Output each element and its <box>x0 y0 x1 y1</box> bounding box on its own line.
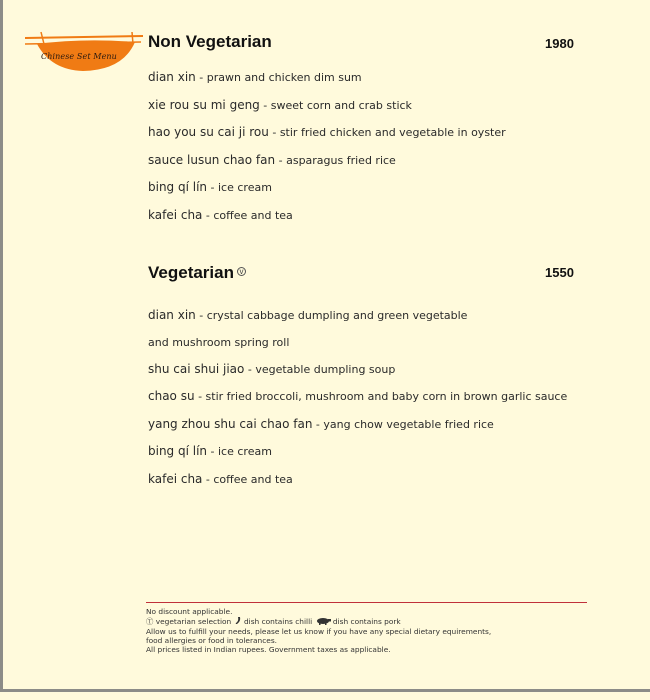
veg-mark-icon: Ⓣ <box>146 617 154 627</box>
chilli-icon <box>234 616 242 625</box>
menu-item: bing qí lín - ice cream <box>148 444 272 458</box>
veg-mark-icon: v <box>237 267 246 276</box>
logo-text: Chinese Set Menu <box>41 52 117 61</box>
menu-item: chao su - stir fried broccoli, mushroom and baby corn in brown garlic sauce <box>148 389 568 403</box>
menu-item: sauce lusun chao fan - asparagus fried rice <box>148 153 396 167</box>
menu-item: shu cai shui jiao - vegetable dumpling soup <box>148 362 396 376</box>
menu-item: dian xin - prawn and chicken dim sum <box>148 70 362 84</box>
price-non-veg: 1980 <box>545 36 574 51</box>
no-discount-note: No discount applicable. <box>146 607 233 616</box>
bowl-chopsticks-logo-icon <box>23 30 143 72</box>
footer-divider <box>146 602 587 603</box>
menu-item: kafei cha - coffee and tea <box>148 472 293 486</box>
menu-item: bing qí lín - ice cream <box>148 180 272 194</box>
footer-notes <box>146 607 586 654</box>
menu-item: hao you su cai ji rou - stir fried chicken and vegetable in oyster <box>148 125 506 139</box>
section-title-non-veg: Non Vegetarian <box>148 32 272 51</box>
menu-item: and mushroom spring roll <box>148 336 290 349</box>
pig-icon <box>315 617 331 625</box>
section-title-veg: Vegetarian v <box>148 263 246 283</box>
price-veg: 1550 <box>545 265 574 280</box>
menu-item: yang zhou shu cai chao fan - yang chow vegetable fried rice <box>148 417 494 431</box>
legend-line: Ⓣ vegetarian selection dish contains chilli dish contains pork <box>146 617 401 627</box>
menu-item: xie rou su mi geng - sweet corn and crab stick <box>148 98 412 112</box>
allergy-note: food allergies or food in tolerances. <box>146 635 278 645</box>
prices-note: All prices listed in Indian rupees. Government taxes as applicable. <box>146 645 391 655</box>
menu-item: dian xin - crystal cabbage dumpling and green vegetable <box>148 308 468 322</box>
dietary-note: Allow us to fulfill your needs, please let us know if you have any special dietary equirements, <box>146 626 492 636</box>
menu-item: kafei cha - coffee and tea <box>148 208 293 222</box>
